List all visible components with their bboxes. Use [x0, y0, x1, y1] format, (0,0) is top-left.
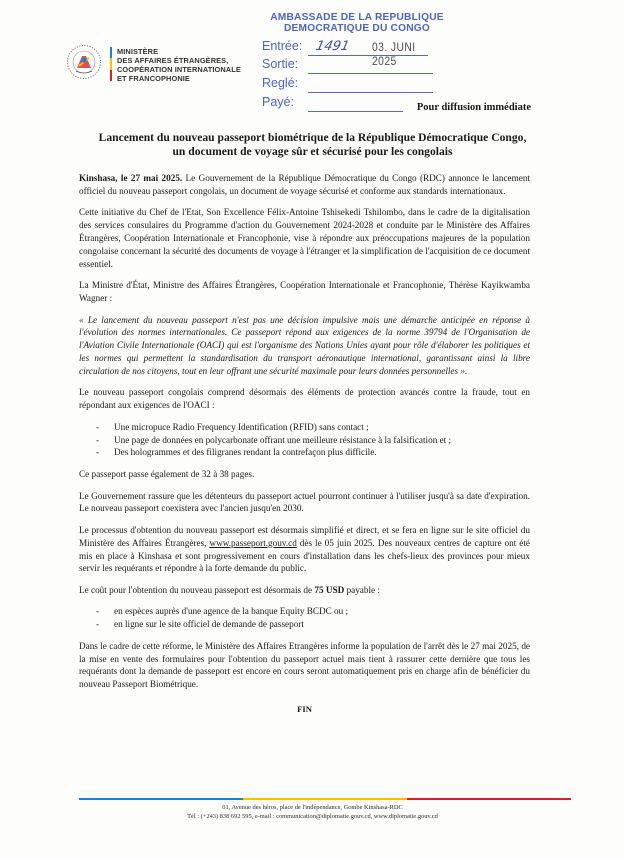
passport-site-link[interactable]: www.passeport.gouv.cd: [209, 537, 297, 548]
payment-list: [79, 605, 530, 631]
stamp-sortie-row: Sortie:: [262, 57, 299, 71]
paragraph-minister: La Ministre d'État, Ministre des Affaires Étrangères, Coopération Internationale et Francophonie, Thérèse Kayikwamba Wagner :: [79, 280, 530, 303]
cost-amount: 75 USD: [314, 584, 345, 595]
list-item: - Des hologrammes et des filigranes rendant la contrefaçon plus difficile.: [79, 446, 530, 459]
list-item: - en ligne sur le site officiel de demande de passeport: [79, 618, 530, 631]
paragraph-features-intro: Le nouveau passeport congolais comprend désormais des éléments de protection avancés contre la fraude, tout en répondant aux exigences de l'OACI :: [79, 387, 530, 411]
paragraph-pages: Ce passeport passe également de 32 à 38 pages.: [79, 468, 255, 479]
release-note: Pour diffusion immédiate: [416, 102, 531, 113]
ministry-name: MINISTÈRE DES AFFAIRES ÉTRANGÈRES, COOPÉRATION INTERNATIONALE ET FRANCOPHONIE: [117, 47, 241, 83]
footer-contact: Tél : (+243) 838 692 595, e-mail : communication@diplomatie.gouv.cd, www.diplomatie.gouv.cd: [187, 813, 438, 820]
paragraph-validity: Le Gouvernement rassure que les détenteurs du passeport actuel pourront continuer à l'utiliser jusqu'à sa date d'expiration. Le nouveau passeport coexistera avec l'ancien jusqu'en 2030.: [79, 490, 530, 514]
end-marker: FIN: [297, 704, 312, 715]
dateline: Kinshasa, le 27 mai 2025.: [79, 173, 183, 183]
paragraph-process: Le processus d'obtention du nouveau passeport est désormais simplifié et direct, et se fera en ligne sur le site officiel du Ministère des Affaires Étrangères, www.passeport.gouv.cd dès le 05 juin 2025. Des nouveaux centres de capture ont été mis en place à Kinshasa et sont progressivement en cours d'installation dans les chefs-lieux des provinces pour mieux servir les requérants et répondre à la forte demande du public.: [79, 524, 530, 574]
list-item: - Une micropuce Radio Frequency Identification (RFID) sans contact ;: [79, 421, 530, 434]
footer-address: 01, Avenue des héros, place de l'indépendance, Gombe Kinshasa-RDC: [222, 804, 403, 811]
document-title: Lancement du nouveau passeport biométrique de la République Démocratique Congo, un document de voyage sûr et sécurisé pour les congolais: [98, 131, 527, 158]
minister-quote: « Le lancement du nouveau passeport n'est pas une décision impulsive mais une démarche anticipée en réponse à l'évolution des normes internationales. Ce passeport répond aux exigences de la norme 39794 de l'Organisation de l'Aviation Civile Internationale (OACI) qui est l'organisme des Nations Unies ayant pour rôle d'élaborer les politiques et les normes qui permettent la standardisation du transport aéronautique international, garantissant ainsi la libre circulation de nos citoyens, tout en leur offrant une sécurité maximale pour leurs données personnelles ».: [79, 314, 530, 376]
list-item: - Une page de données en polycarbonate offrant une meilleure résistance à la falsification et ;: [79, 434, 530, 447]
stamp-regle-row: Reglé:: [262, 76, 299, 90]
stamp-title: AMBASSADE DE LA REPUBLIQUE DEMOCRATIQUE DU CONGO: [270, 12, 444, 34]
features-list: [79, 421, 530, 459]
stamp-entree-row: Entrée:: [262, 39, 303, 53]
document-body: [79, 172, 530, 716]
paragraph-intro: Kinshasa, le 27 mai 2025. Le Gouvernement de la République Démocratique du Congo (RDC) annonce le lancement officiel du nouveau passeport congolais, un document de voyage sécurisé et conforme aux standards internationaux.: [79, 173, 530, 196]
flag-color-bar: [110, 47, 112, 81]
paragraph-initiative: Cette initiative du Chef de l'Etat, Son Excellence Félix-Antoine Tshisekedi Tshilombo, dans le cadre de la digitalisation des services consulaires du Programme d'action du Gouvernement 2024-2028 et conduite par le Ministère des Affaires Étrangères, Coopération Internationale et Francophonie, vise à répondre aux préoccupations majeures de la population congolaise concernant la sécurité des documents de voyage à l'étranger et la simplification de l'acquisition de ce document essentiel.: [79, 207, 530, 269]
list-item: - en espèces auprès d'une agence de la banque Equity BCDC ou ;: [79, 605, 530, 618]
stamp-entree-number: 1491: [314, 39, 351, 54]
stamp-paye-row: Payé:: [262, 95, 294, 109]
paragraph-cost: Le coût pour l'obtention du nouveau passeport est désormais de 75 USD payable :: [79, 584, 380, 595]
coat-of-arms-seal-icon: [66, 44, 102, 80]
footer-color-rule: [79, 798, 571, 800]
stamp-entree-date: 03. JUNI 2025: [372, 40, 416, 68]
embassy-received-stamp: [262, 12, 452, 109]
paragraph-reform: Dans le cadre de cette réforme, le Ministère des Affaires Etrangères informe la population de l'arrêt dès le 27 mai 2025, de la mise en vente des formulaires pour l'obtention du passeport actuel mais tient à rassurer cette dernière que tous les requérants dont la demande de passeport est encore en cours seront automatiquement pris en charge afin de bénéficier du nouveau Passeport Biométrique.: [79, 640, 530, 690]
